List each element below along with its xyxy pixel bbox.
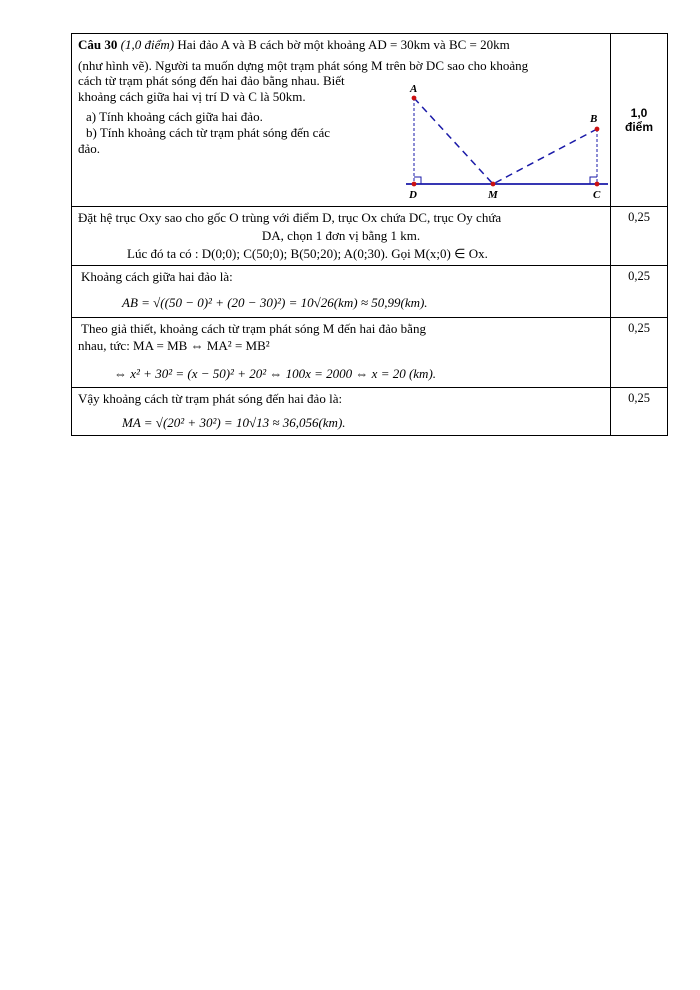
question-line-3: cách từ trạm phát sóng đến hai đảo bằng nhau. Biết [78, 73, 345, 88]
point-a [412, 96, 417, 101]
step-4-line-1: Vậy khoảng cách từ trạm phát sóng đến hai đảo là: [78, 391, 343, 406]
question-line-4: khoảng cách giữa hai vị trí D và C là 50km. [78, 89, 306, 104]
step-2-line-2: AB = √((50 − 0)² + (20 − 30)²) = 10√26(km) ≈ 50,99(km). [122, 295, 428, 310]
step-3-line-2: nhau, tức: MA = MB ⇔ MA² = MB² [78, 338, 270, 353]
step-row-3 [72, 318, 668, 388]
label-c: C [593, 189, 601, 201]
label-d: D [409, 189, 417, 201]
step-3-cell [72, 318, 611, 388]
geometry-figure [402, 78, 612, 203]
question-points-note: (1,0 điểm) [120, 37, 175, 52]
point-d [412, 182, 417, 187]
step-1-score: 0,25 [628, 210, 650, 224]
step-4-score-cell [611, 388, 668, 436]
label-m: M [488, 189, 498, 201]
step-row-2 [72, 266, 668, 318]
question-part-b-2: đảo. [78, 141, 101, 156]
step-2-cell [72, 266, 611, 318]
step-3-line-1: Theo giả thiết, khoảng cách từ trạm phát sóng M đến hai đảo bằng [81, 321, 426, 336]
label-b: B [590, 113, 598, 125]
question-line-2: (như hình vẽ). Người ta muốn dựng một trạm phát sóng M trên bờ DC sao cho khoảng [78, 58, 529, 73]
step-3-score: 0,25 [628, 321, 650, 335]
step-2-line-1: Khoảng cách giữa hai đảo là: [81, 269, 233, 284]
question-line-1-text: Hai đảo A và B cách bờ một khoảng AD = 30km và BC = 20km [177, 37, 510, 52]
step-1-cell [72, 207, 611, 266]
step-1-line-2: DA, chọn 1 đơn vị bằng 1 km. [261, 228, 421, 243]
question-header: Câu 30 [78, 37, 118, 52]
step-1-score-cell [611, 207, 668, 266]
step-row-4 [72, 388, 668, 436]
answer-table [71, 33, 668, 436]
point-b [595, 127, 600, 132]
segment-mb [493, 129, 597, 184]
question-cell [72, 34, 611, 207]
question-line-1 [78, 37, 510, 52]
question-part-a: a) Tính khoảng cách giữa hai đảo. [86, 109, 263, 124]
step-1-line-1: Đặt hệ trục Oxy sao cho gốc O trùng với điểm D, trục Ox chứa DC, trục Oy chứa [78, 210, 502, 225]
question-score [611, 106, 667, 134]
step-4-cell [72, 388, 611, 436]
step-4-line-2: MA = √(20² + 30²) = 10√13 ≈ 36,056(km). [122, 415, 346, 430]
question-score-cell [611, 34, 668, 207]
question-row [72, 34, 668, 207]
question-score-unit: điểm [624, 120, 653, 134]
step-3-line-3: ⇔ x² + 30² = (x − 50)² + 20² ⇔ 100x = 2000 ⇔ x = 20 (km). [114, 366, 437, 381]
question-score-value: 1,0 [630, 106, 648, 120]
segment-ma [414, 98, 493, 184]
step-row-1 [72, 207, 668, 266]
step-2-score: 0,25 [628, 269, 650, 283]
label-a: A [410, 83, 418, 95]
step-2-score-cell [611, 266, 668, 318]
step-1-line-3: Lúc đó ta có : D(0;0); C(50;0); B(50;20); A(0;30). Gọi M(x;0) ∈ Ox. [127, 246, 488, 261]
point-c [595, 182, 600, 187]
step-3-score-cell [611, 318, 668, 388]
question-part-b-1: b) Tính khoảng cách từ trạm phát sóng đến các [86, 125, 330, 140]
point-m [491, 182, 496, 187]
step-4-score: 0,25 [628, 391, 650, 405]
